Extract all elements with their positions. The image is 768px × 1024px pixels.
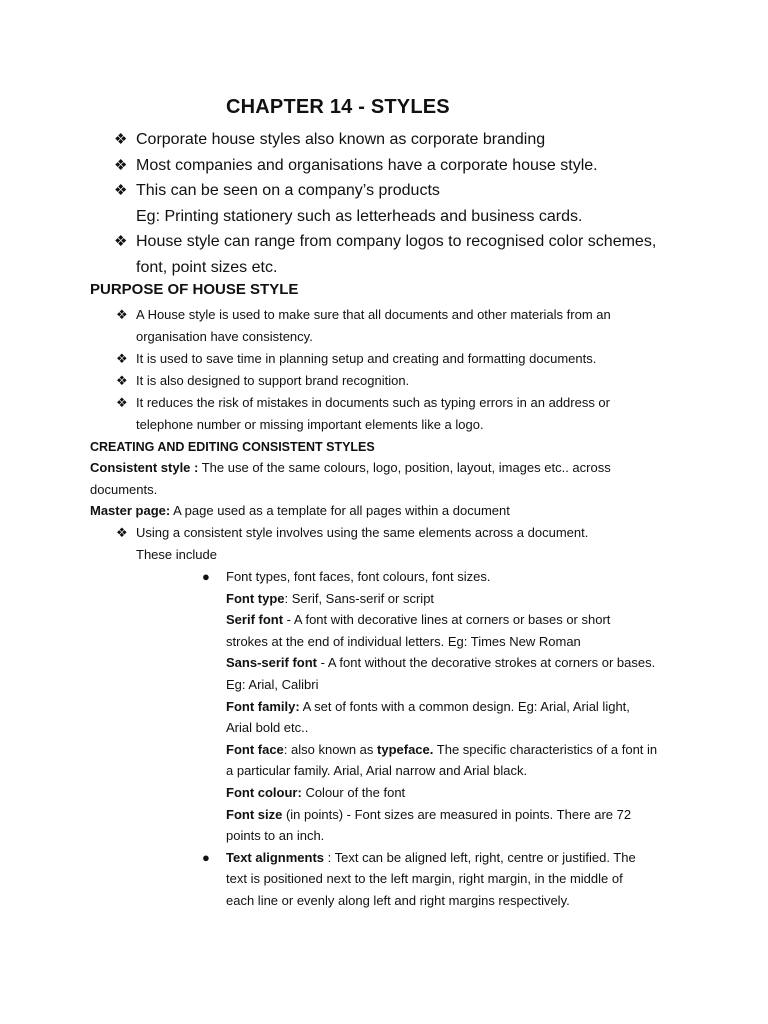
- using-consistent-style-item: [116, 522, 666, 566]
- bullet-text: It reduces the risk of mistakes in documents such as typing errors in an address or: [136, 395, 610, 410]
- bullet-text-continued: telephone number or missing important elements like a logo.: [136, 417, 484, 432]
- list-item: [116, 392, 666, 436]
- definition-text-continued: each line or evenly along left and right margins respectively.: [226, 892, 570, 908]
- definition-text: : Text can be aligned left, right, centre or justified. The: [324, 849, 636, 865]
- list-item: [114, 127, 754, 153]
- elements-dot-list: [202, 566, 682, 912]
- definition-text-continued: strokes at the end of individual letters. Eg: Times New Roman: [226, 633, 581, 649]
- diamond-bullet-icon: ❖: [114, 182, 128, 199]
- section-heading-purpose: PURPOSE OF HOUSE STYLE: [90, 281, 299, 298]
- list-item-fonts: [202, 566, 682, 847]
- definition-text-continued: documents.: [90, 482, 158, 497]
- term: Font size: [226, 806, 283, 822]
- list-item: [114, 178, 754, 229]
- bullet-text-continued: font, point sizes etc.: [136, 258, 278, 276]
- diamond-bullet-icon: ❖: [116, 373, 128, 388]
- term: Consistent style :: [90, 460, 199, 475]
- term: Text alignments: [226, 849, 325, 865]
- bullet-text: Most companies and organisations have a corporate house style.: [136, 156, 598, 174]
- bullet-text: Using a consistent style involves using the same elements across a document.: [136, 525, 589, 540]
- definition-text: : Serif, Sans-serif or script: [284, 590, 435, 606]
- bullet-text: It is also designed to support brand recognition.: [136, 373, 410, 388]
- term: Font type: [226, 590, 285, 606]
- definition-text: The use of the same colours, logo, position, layout, images etc.. across: [198, 460, 611, 475]
- section-heading-creating: CREATING AND EDITING CONSISTENT STYLES: [90, 440, 375, 454]
- definition-text: (in points) - Font sizes are measured in points. There are 72: [282, 806, 632, 822]
- definition-text: - A font with decorative lines at corners or bases or short: [283, 612, 611, 628]
- definition-text: A set of fonts with a common design. Eg: Arial, Arial light,: [299, 698, 630, 714]
- term: Master page:: [90, 503, 171, 518]
- list-item: [114, 153, 754, 179]
- list-item: [116, 370, 666, 392]
- bullet-text-continued: These include: [136, 547, 217, 562]
- diamond-bullet-icon: ❖: [116, 525, 128, 540]
- diamond-bullet-icon: ❖: [114, 233, 128, 250]
- definition-text-continued: text is positioned next to the left margin, right margin, in the middle of: [226, 871, 623, 887]
- diamond-bullet-icon: ❖: [116, 395, 128, 410]
- diamond-bullet-icon: ❖: [114, 156, 128, 174]
- definition-text: A page used as a template for all pages within a document: [170, 503, 510, 518]
- definition-text-continued: Eg: Arial, Calibri: [226, 676, 319, 692]
- term: typeface.: [377, 741, 434, 757]
- definition-text-continued: Arial bold etc..: [226, 720, 309, 736]
- diamond-bullet-icon: ❖: [116, 307, 128, 322]
- term: Font colour:: [226, 784, 302, 800]
- definition-consistent-style: [90, 457, 650, 501]
- bullet-text: Font types, font faces, font colours, font sizes.: [226, 569, 491, 584]
- definition-text-continued: a particular family. Arial, Arial narrow and Arial black.: [226, 763, 528, 779]
- bullet-text-continued: organisation have consistency.: [136, 329, 313, 344]
- bullet-text: It is used to save time in planning setup and creating and formatting documents.: [136, 351, 597, 366]
- purpose-bullet-list: [116, 304, 666, 436]
- definition-text-continued: points to an inch.: [226, 828, 325, 844]
- list-item: [116, 522, 666, 566]
- bullet-text: This can be seen on a company’s products: [136, 182, 440, 199]
- list-item-alignment: [202, 847, 682, 912]
- diamond-bullet-icon: ❖: [114, 131, 128, 148]
- bullet-text: A House style is used to make sure that all documents and other materials from an: [136, 307, 611, 322]
- term: Font face: [226, 741, 284, 757]
- diamond-bullet-icon: ❖: [116, 351, 128, 366]
- definition-text: Colour of the font: [301, 784, 406, 800]
- bullet-text: Corporate house styles also known as corporate branding: [136, 131, 546, 148]
- dot-bullet-icon: ●: [202, 849, 210, 865]
- definition-master-page: [90, 500, 650, 522]
- term: Font family:: [226, 698, 300, 714]
- list-item: [114, 229, 754, 280]
- list-item: [116, 348, 666, 370]
- bullet-text-continued: Eg: Printing stationery such as letterheads and business cards.: [136, 207, 583, 225]
- definition-text: The specific characteristics of a font in: [433, 741, 658, 757]
- term: Sans-serif font: [226, 655, 318, 671]
- chapter-title: CHAPTER 14 - STYLES: [226, 96, 450, 118]
- definition-text: - A font without the decorative strokes at corners or bases.: [317, 655, 656, 671]
- dot-bullet-icon: ●: [202, 569, 210, 584]
- intro-bullet-list: [114, 127, 754, 280]
- term: Serif font: [226, 612, 284, 628]
- bullet-text: House style can range from company logos to recognised color schemes,: [136, 233, 657, 250]
- list-item: [116, 304, 666, 348]
- definition-text: : also known as: [283, 741, 378, 757]
